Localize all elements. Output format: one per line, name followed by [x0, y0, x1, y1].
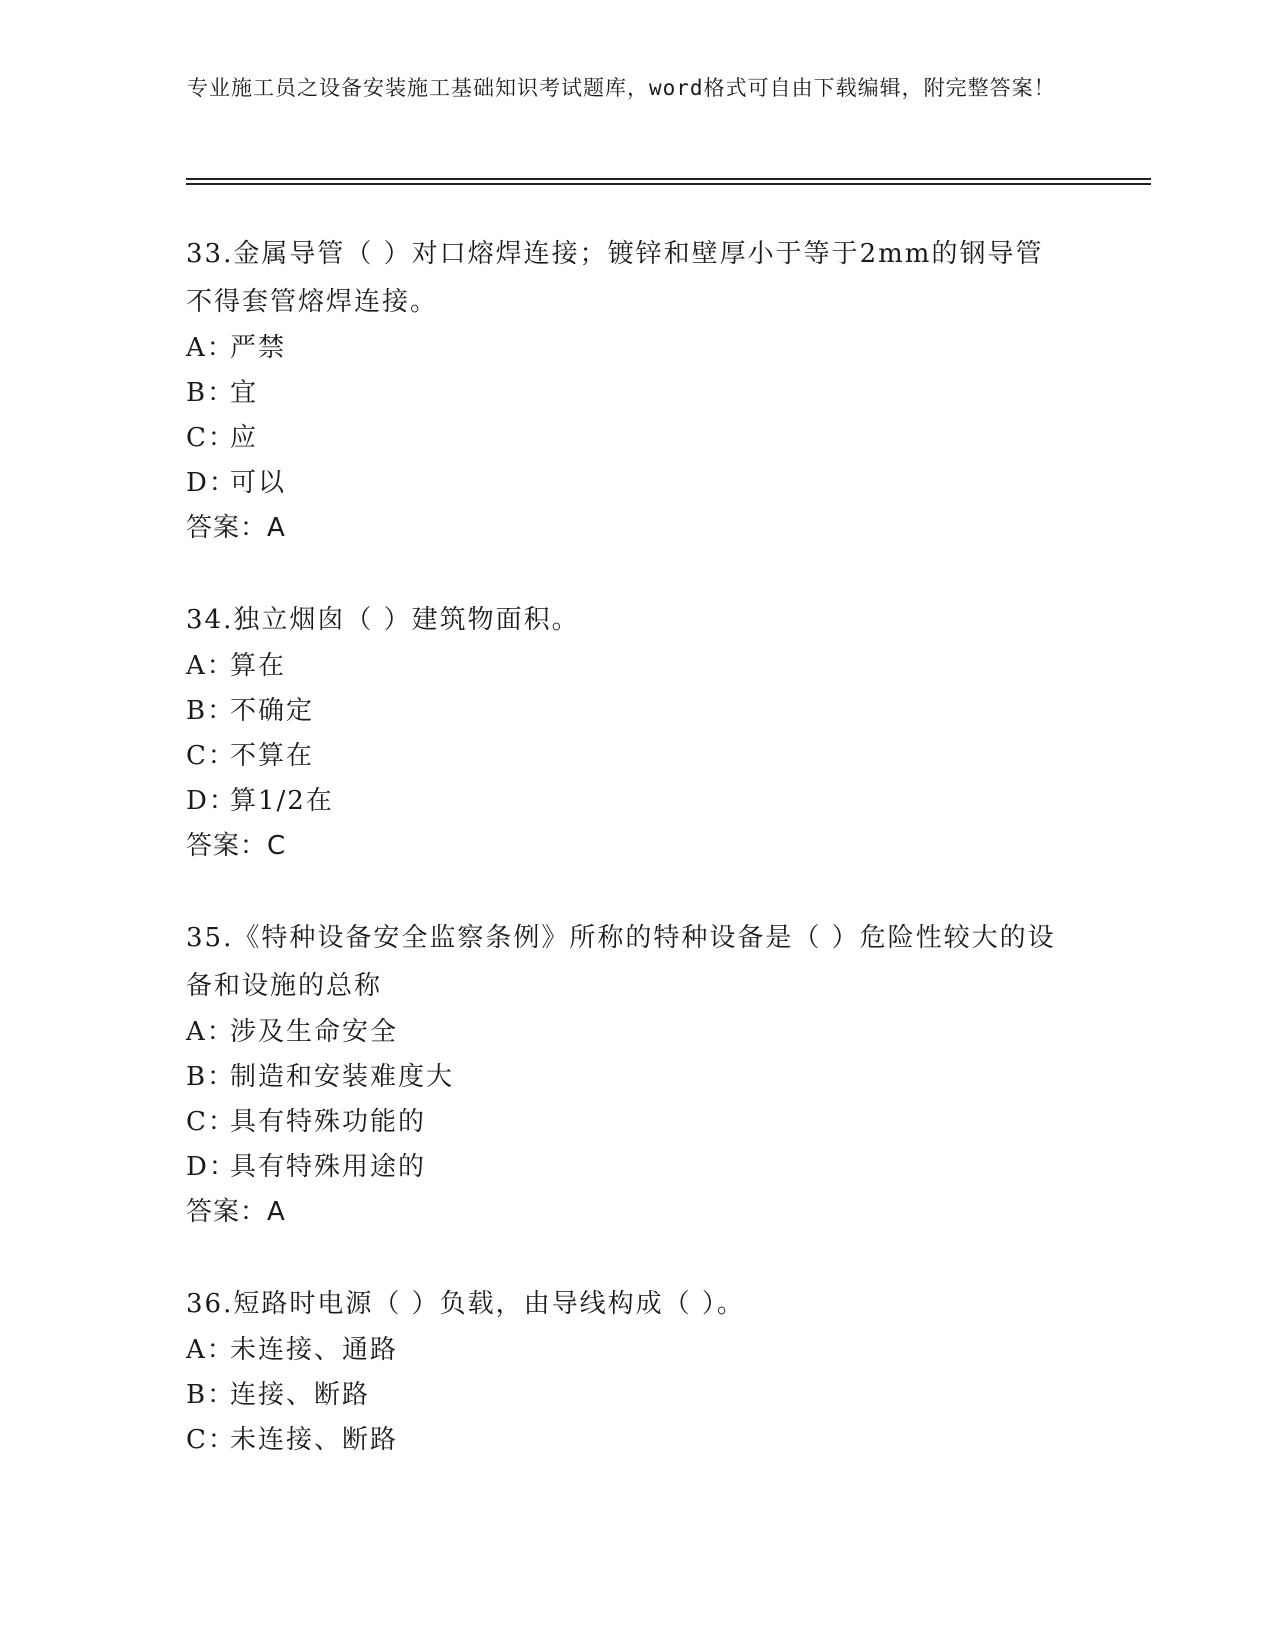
- option-letter: A：: [186, 1017, 235, 1047]
- option-text: 制造和安装难度大: [230, 1062, 455, 1092]
- option-d: [186, 779, 1066, 824]
- option-letter: B：: [186, 1062, 236, 1092]
- answer-line: 答案：A: [186, 1197, 286, 1227]
- question-33: [186, 230, 1066, 551]
- option-b: [186, 1055, 1066, 1100]
- option-text: 严禁: [230, 333, 287, 363]
- question-34: [186, 596, 1066, 869]
- option-text: 连接、断路: [230, 1380, 371, 1410]
- option-letter: C：: [186, 423, 236, 453]
- option-a: [186, 1328, 1066, 1373]
- option-a: [186, 326, 1066, 371]
- option-text: 可以: [230, 468, 287, 498]
- question-36: [186, 1280, 1066, 1463]
- option-letter: D：: [186, 468, 237, 498]
- header-divider-top: [186, 178, 1151, 180]
- question-stem: 36.短路时电源（ ）负载，由导线构成（ ）。: [186, 1289, 745, 1319]
- option-d: [186, 461, 1066, 506]
- option-text: 未连接、断路: [230, 1425, 399, 1455]
- option-text: 具有特殊功能的: [230, 1107, 427, 1137]
- option-letter: D：: [186, 1152, 237, 1182]
- option-letter: A：: [186, 651, 235, 681]
- option-letter: B：: [186, 696, 236, 726]
- question-stem: 35.《特种设备安全监察条例》所称的特种设备是（ ）危险性较大的设备和设施的总称: [186, 923, 1056, 1001]
- question-stem: 33.金属导管（ ）对口熔焊连接；镀锌和壁厚小于等于2mm的钢导管不得套管熔焊连接。: [186, 239, 1044, 317]
- option-text: 具有特殊用途的: [230, 1152, 427, 1182]
- option-text: 不确定: [230, 696, 315, 726]
- option-b: [186, 1373, 1066, 1418]
- option-letter: B：: [186, 378, 236, 408]
- option-letter: C：: [186, 1425, 236, 1455]
- document-header: 专业施工员之设备安装施工基础知识考试题库，word格式可自由下载编辑，附完整答案！: [187, 76, 1056, 100]
- option-b: [186, 371, 1066, 416]
- option-d: [186, 1145, 1066, 1190]
- option-text: 算在: [230, 651, 287, 681]
- option-text: 不算在: [230, 741, 315, 771]
- option-letter: D：: [186, 786, 237, 816]
- option-text: 宜: [230, 378, 259, 408]
- option-letter: C：: [186, 1107, 236, 1137]
- option-text: 应: [230, 423, 259, 453]
- option-a: [186, 644, 1066, 689]
- option-letter: C：: [186, 741, 236, 771]
- option-text: 未连接、通路: [230, 1335, 399, 1365]
- header-divider-bottom: [186, 183, 1151, 185]
- option-a: [186, 1010, 1066, 1055]
- answer-line: 答案：A: [186, 513, 286, 543]
- question-stem: 34.独立烟囱（ ）建筑物面积。: [186, 605, 580, 635]
- option-c: [186, 1418, 1066, 1463]
- option-b: [186, 689, 1066, 734]
- option-c: [186, 416, 1066, 461]
- option-letter: A：: [186, 1335, 235, 1365]
- option-c: [186, 734, 1066, 779]
- answer-line: 答案：C: [186, 831, 287, 861]
- option-text: 算1/2在: [230, 786, 334, 816]
- option-letter: B：: [186, 1380, 236, 1410]
- question-list: [186, 230, 1066, 1508]
- option-text: 涉及生命安全: [230, 1017, 399, 1047]
- option-letter: A：: [186, 333, 235, 363]
- option-c: [186, 1100, 1066, 1145]
- question-35: [186, 914, 1066, 1235]
